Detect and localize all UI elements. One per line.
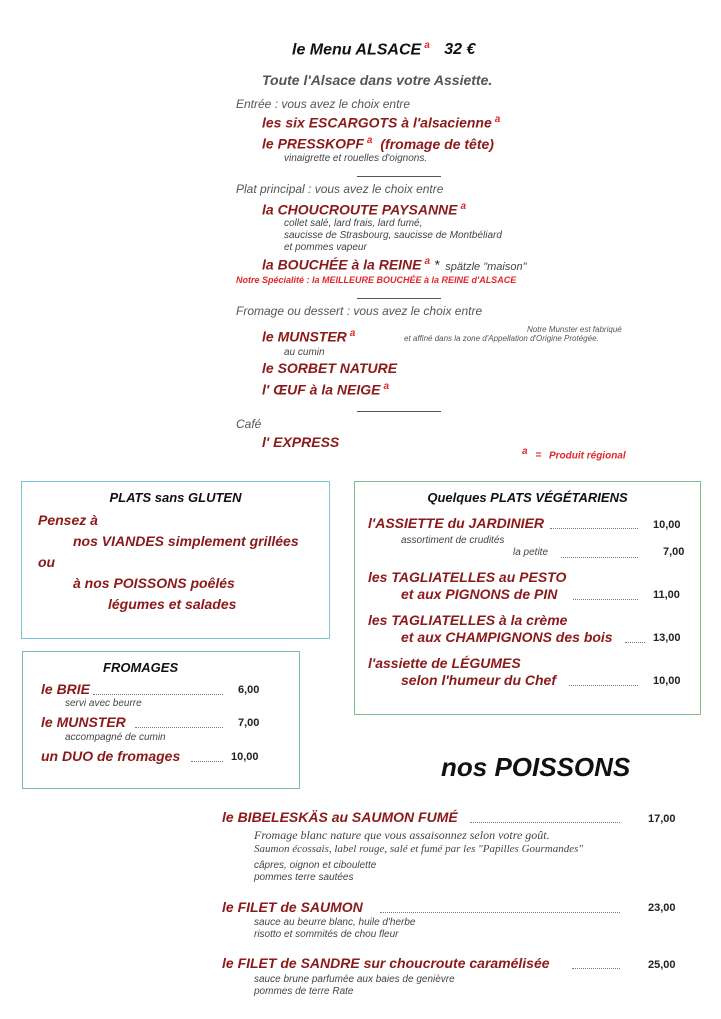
dessert-munster-label: le MUNSTER: [262, 328, 347, 345]
poisson-saumon-desc-1: sauce au beurre blanc, huile d'herbe: [254, 917, 416, 928]
fromage-munster-price: 7,00: [238, 717, 260, 729]
vege-item-1-small-price: 7,00: [663, 546, 685, 558]
vege-item-3-b: et aux CHAMPIGNONS des bois: [401, 629, 613, 645]
entree-intro: Entrée : vous avez le choix entre: [236, 97, 411, 111]
regional-mark-icon: a: [424, 256, 431, 267]
poisson-bibeleskas-desc-2: Saumon écossais, label rouge, salé et fumé par les "Papilles Gourmandes": [254, 843, 584, 855]
plat-bouchee-label: la BOUCHÉE à la REINE: [262, 256, 422, 273]
leader-dots: [569, 685, 638, 686]
regional-mark-icon: a: [349, 328, 356, 339]
speciality-note: Notre Spécialité : la MEILLEURE BOUCHÉE à la REINE d'ALSACE: [236, 275, 517, 285]
poisson-bibeleskas: le BIBELESKÄS au SAUMON FUMÉ: [222, 809, 458, 825]
poisson-bibeleskas-desc-3: câpres, oignon et ciboulette: [254, 860, 377, 871]
regional-mark-icon: a: [522, 446, 528, 457]
star-icon: *: [433, 256, 440, 273]
separator: [357, 298, 441, 299]
cafe-express: l' EXPRESS: [262, 434, 340, 450]
fromage-brie-price: 6,00: [238, 684, 260, 696]
vege-title: Quelques PLATS VÉGÉTARIENS: [427, 490, 628, 505]
plat-intro: Plat principal : vous avez le choix entre: [236, 182, 444, 196]
fromages-box: [22, 651, 300, 789]
entree-presskopf-label: le PRESSKOPF: [262, 135, 364, 152]
leader-dots: [561, 557, 638, 558]
gluten-line-5: légumes et salades: [108, 596, 237, 612]
gluten-line-4: à nos POISSONS poêlés: [73, 575, 235, 591]
gluten-line-2: nos VIANDES simplement grillées: [73, 533, 299, 549]
plat-choucroute: [262, 201, 466, 218]
vege-box: [354, 481, 701, 715]
poisson-saumon-desc-2: risotto et sommités de chou fleur: [254, 929, 399, 940]
dessert-oeuf: [262, 381, 389, 398]
plat-bouchee-note: spätzle "maison": [445, 260, 527, 273]
poisson-saumon-price: 23,00: [648, 902, 676, 914]
leader-dots: [93, 694, 223, 695]
entree-presskopf-desc: vinaigrette et rouelles d'oignons.: [284, 153, 428, 164]
poisson-sandre-desc-2: pommes de terre Rate: [254, 986, 354, 997]
gluten-line-1: Pensez à: [38, 512, 98, 528]
regional-legend: [522, 446, 626, 461]
fromage-munster-desc: accompagné de cumin: [65, 732, 166, 743]
poissons-title: nos POISSONS: [441, 752, 631, 782]
plat-choucroute-label: la CHOUCROUTE PAYSANNE: [262, 201, 458, 218]
poisson-sandre-desc-1: sauce brune parfumée aux baies de genièvre: [254, 974, 455, 985]
fromage-brie-desc: servi avec beurre: [65, 698, 142, 709]
poisson-bibeleskas-desc-1: Fromage blanc nature que vous assaisonnez selon votre goût.: [254, 828, 550, 842]
vege-item-2-a: les TAGLIATELLES au PESTO: [368, 569, 567, 585]
poisson-bibeleskas-price: 17,00: [648, 813, 676, 825]
entree-escargots: [262, 114, 500, 131]
dessert-intro: Fromage ou dessert : vous avez le choix entre: [236, 304, 483, 318]
vege-item-3-a: les TAGLIATELLES à la crème: [368, 612, 568, 628]
vege-item-1-desc: assortiment de crudités: [401, 535, 505, 546]
vege-item-1: l'ASSIETTE du JARDINIER: [368, 515, 545, 531]
vege-item-4-b: selon l'humeur du Chef: [401, 672, 557, 688]
menu-price: 32 €: [444, 41, 476, 59]
dessert-munster: [262, 328, 355, 345]
plat-choucroute-desc-2: saucisse de Strasbourg, saucisse de Montbéliard: [284, 230, 502, 241]
fromage-duo-price: 10,00: [231, 751, 259, 763]
cafe-intro: Café: [236, 417, 262, 431]
fromages-title: FROMAGES: [103, 660, 179, 675]
vege-item-1-small: la petite: [513, 547, 549, 558]
vege-item-1-price: 10,00: [653, 519, 681, 531]
plat-choucroute-desc-3: et pommes vapeur: [284, 242, 367, 253]
vege-item-4-price: 10,00: [653, 675, 681, 687]
leader-dots: [550, 528, 638, 529]
vege-item-4-a: l'assiette de LÉGUMES: [368, 655, 521, 671]
regional-mark-icon: a: [366, 135, 373, 146]
gluten-box: [21, 481, 330, 639]
legend-text: Produit régional: [548, 450, 626, 462]
leader-dots: [380, 912, 620, 913]
legend-equals: =: [535, 450, 542, 462]
munster-note-2: et affiné dans la zone d'Appellation d'Origine Protégée.: [404, 334, 599, 343]
poisson-saumon: le FILET de SAUMON: [222, 899, 363, 915]
fromage-brie: le BRIE: [41, 681, 91, 697]
regional-mark-icon: a: [424, 40, 430, 51]
entree-escargots-label: les six ESCARGOTS à l'alsacienne: [262, 114, 492, 131]
separator: [357, 411, 441, 412]
menu-subtitle: Toute l'Alsace dans votre Assiette.: [262, 72, 493, 88]
dessert-oeuf-label: l' ŒUF à la NEIGE: [262, 381, 381, 398]
poisson-sandre: le FILET de SANDRE sur choucroute caramélisée: [222, 955, 550, 971]
leader-dots: [470, 822, 620, 823]
vege-item-2-b: et aux PIGNONS de PIN: [401, 586, 558, 602]
poisson-bibeleskas-desc-4: pommes terre sautées: [254, 872, 354, 883]
entree-presskopf: [262, 135, 494, 152]
vege-item-2-price: 11,00: [653, 589, 680, 601]
regional-mark-icon: a: [383, 381, 390, 392]
plat-choucroute-desc-1: collet salé, lard frais, lard fumé,: [284, 218, 423, 229]
separator: [357, 176, 441, 177]
regional-mark-icon: a: [494, 114, 501, 125]
dessert-sorbet: le SORBET NATURE: [262, 360, 398, 376]
entree-presskopf-note: (fromage de tête): [380, 135, 494, 152]
leader-dots: [572, 968, 620, 969]
gluten-title: PLATS sans GLUTEN: [109, 490, 242, 505]
vege-item-3-price: 13,00: [653, 632, 681, 644]
munster-note-1: Notre Munster est fabriqué: [527, 325, 622, 334]
gluten-line-3: ou: [38, 554, 56, 570]
menu-title-text: le Menu ALSACE: [292, 41, 422, 59]
plat-bouchee: [262, 256, 526, 273]
leader-dots: [573, 599, 638, 600]
regional-mark-icon: a: [460, 201, 467, 212]
leader-dots: [191, 761, 223, 762]
leader-dots: [135, 727, 223, 728]
fromage-munster: le MUNSTER: [41, 714, 126, 730]
poisson-sandre-price: 25,00: [648, 959, 676, 971]
dessert-munster-desc: au cumin: [284, 347, 325, 358]
fromage-duo: un DUO de fromages: [41, 748, 181, 764]
menu-title: [292, 40, 475, 59]
leader-dots: [625, 642, 645, 643]
